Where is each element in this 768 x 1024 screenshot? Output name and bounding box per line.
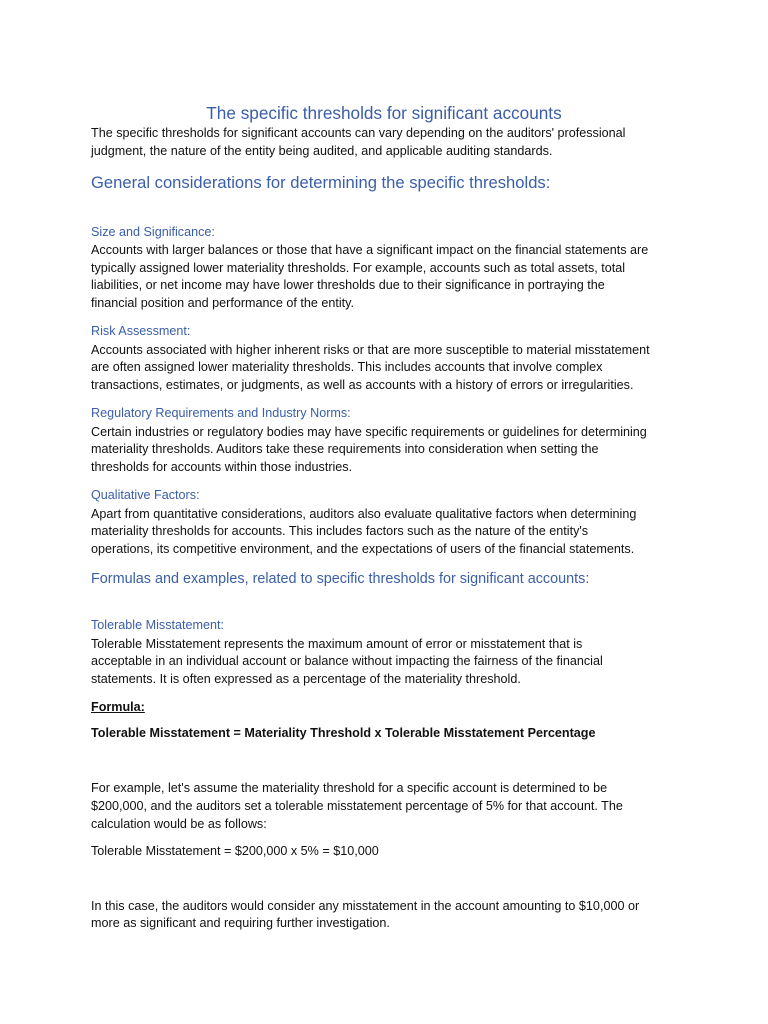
subheading-risk-assessment: Risk Assessment: xyxy=(91,324,191,338)
paragraph-line: statements. It is often expressed as a percentage of the materiality threshold. xyxy=(91,672,521,686)
subheading-regulatory-requirements: Regulatory Requirements and Industry Norms: xyxy=(91,406,351,420)
paragraph-line: Apart from quantitative considerations, auditors also evaluate qualitative factors when determining xyxy=(91,507,637,521)
paragraph-line: thresholds for accounts within those industries. xyxy=(91,460,353,474)
paragraph-line: Tolerable Misstatement represents the maximum amount of error or misstatement that is xyxy=(91,637,583,651)
subheading-size-significance: Size and Significance: xyxy=(91,225,215,239)
paragraph-line: Accounts associated with higher inherent risks or that are more susceptible to material misstatement xyxy=(91,343,650,357)
intro-line: judgment, the nature of the entity being audited, and applicable auditing standards. xyxy=(91,144,553,158)
document-title: The specific thresholds for significant accounts xyxy=(206,103,562,123)
subheading-qualitative-factors: Qualitative Factors: xyxy=(91,488,200,502)
formula-text: Tolerable Misstatement = Materiality Threshold x Tolerable Misstatement Percentage xyxy=(91,726,596,740)
paragraph-line: transactions, estimates, or judgments, as well as accounts with a history of errors or irregularities. xyxy=(91,378,634,392)
paragraph-line: materiality thresholds. Auditors take these requirements into consideration when setting the xyxy=(91,442,599,456)
paragraph-line: operations, its competitive environment, and the expectations of users of the financial statements. xyxy=(91,542,635,556)
paragraph-line: materiality thresholds for accounts. This includes factors such as the nature of the entity's xyxy=(91,524,589,538)
paragraph-line: are often assigned lower materiality thresholds. This includes accounts that involve complex xyxy=(91,360,603,374)
subheading-tolerable-misstatement: Tolerable Misstatement: xyxy=(91,618,224,632)
paragraph-line: acceptable in an individual account or balance without impacting the fairness of the financial xyxy=(91,654,603,668)
section-heading-general: General considerations for determining the specific thresholds: xyxy=(91,173,551,192)
paragraph-line: calculation would be as follows: xyxy=(91,817,267,831)
paragraph-line: Accounts with larger balances or those that have a significant impact on the financial statements are xyxy=(91,243,649,257)
section-heading-formulas: Formulas and examples, related to specific thresholds for significant accounts: xyxy=(91,571,590,587)
intro-line: The specific thresholds for significant accounts can vary depending on the auditors' professional xyxy=(91,126,626,140)
paragraph-line: Certain industries or regulatory bodies may have specific requirements or guidelines for determining xyxy=(91,425,647,439)
paragraph-line: liabilities, or net income may have lower thresholds due to their significance in portraying the xyxy=(91,278,605,292)
paragraph-line: For example, let's assume the materiality threshold for a specific account is determined to be xyxy=(91,781,608,795)
paragraph-line: In this case, the auditors would consider any misstatement in the account amounting to $10,000 or xyxy=(91,899,640,913)
paragraph-line: more as significant and requiring further investigation. xyxy=(91,916,390,930)
formula-label: Formula: xyxy=(91,700,145,714)
paragraph-line: $200,000, and the auditors set a tolerable misstatement percentage of 5% for that account. The xyxy=(91,799,623,813)
paragraph-line: typically assigned lower materiality thresholds. For example, accounts such as total assets, total xyxy=(91,261,626,275)
calculation-line: Tolerable Misstatement = $200,000 x 5% = $10,000 xyxy=(91,844,379,858)
paragraph-line: financial position and performance of the entity. xyxy=(91,296,354,310)
